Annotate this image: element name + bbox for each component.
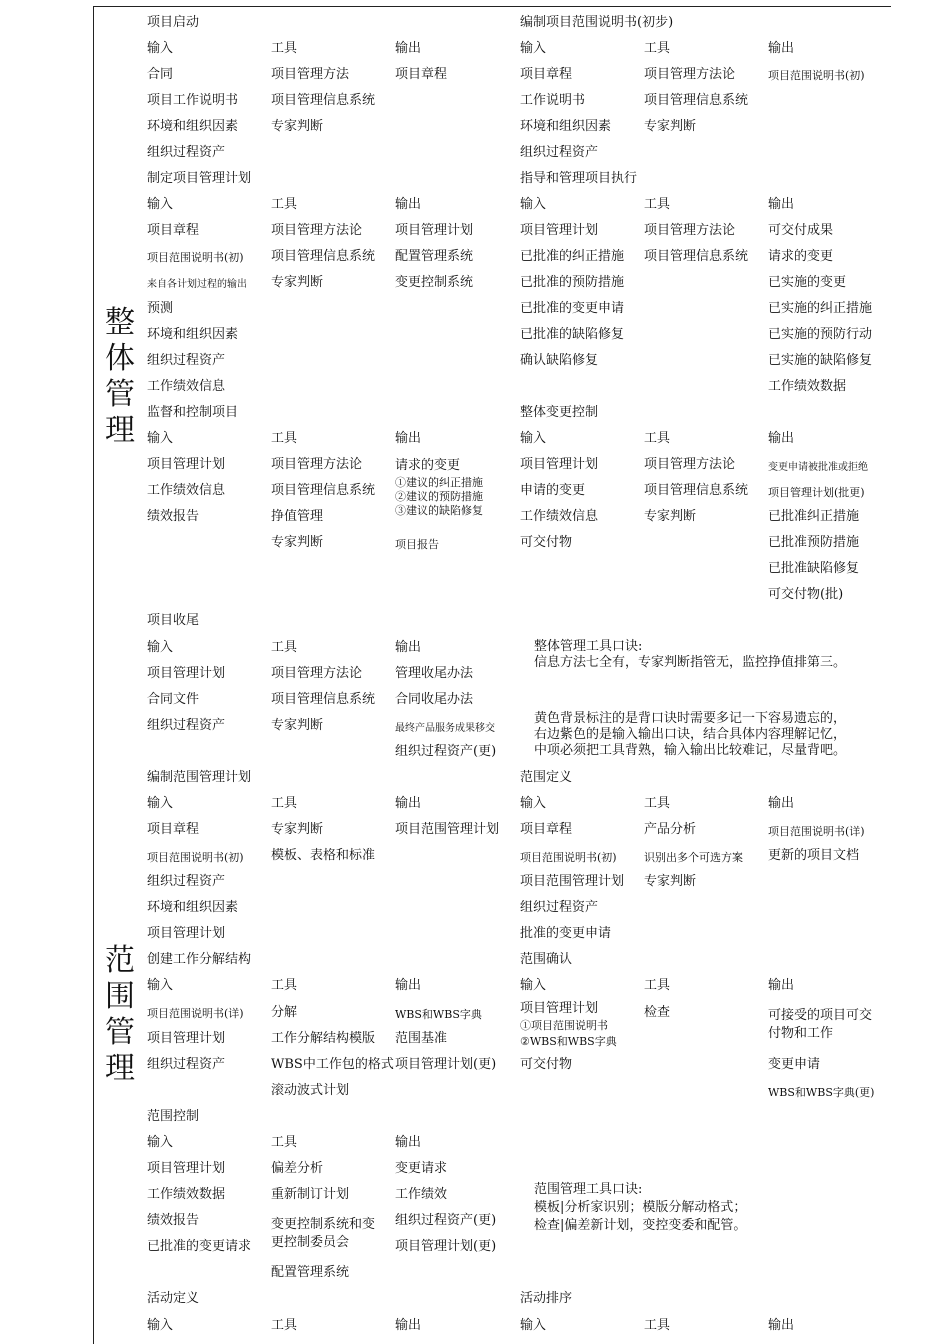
output-item: ①建议的纠正措施	[395, 476, 483, 489]
col-header-output: 输出	[768, 197, 795, 212]
tool-item: 项目管理方法论	[271, 223, 363, 238]
process-title: 范围控制	[147, 1109, 200, 1124]
col-header-output: 输出	[395, 41, 422, 56]
output-item: 已批准纠正措施	[768, 509, 860, 524]
output-item: 已实施的纠正措施	[768, 301, 873, 316]
col-header-tool: 工具	[271, 1135, 298, 1150]
tool-item: 识别出多个可选方案	[644, 851, 743, 864]
col-header-tool: 工具	[271, 197, 298, 212]
output-item: WBS和WBS字典(更)	[768, 1086, 875, 1099]
explanation-note-line: 黄色背景标注的是背口诀时需要多记一下容易遗忘的，	[534, 711, 847, 726]
output-item: 项目管理计划(更)	[395, 1239, 497, 1254]
process-title: 编制项目范围说明书(初步)	[520, 15, 674, 30]
output-item: 配置管理系统	[395, 249, 474, 264]
input-item: 绩效报告	[147, 509, 200, 524]
input-item: 项目管理计划	[147, 457, 226, 472]
tool-item: 专家判断	[644, 874, 697, 889]
input-item: 项目范围说明书(初)	[147, 251, 244, 264]
output-item: 变更申请	[768, 1057, 821, 1072]
output-item: WBS和WBS字典	[395, 1008, 482, 1021]
col-header-output: 输出	[768, 41, 795, 56]
col-header-input: 输入	[147, 1135, 174, 1150]
col-header-output: 输出	[768, 431, 795, 446]
mnemonic-note-title: 范围管理工具口诀:	[534, 1182, 643, 1197]
output-item: 已批准缺陷修复	[768, 561, 860, 576]
output-item: 组织过程资产(更)	[395, 1213, 497, 1228]
input-item: 项目章程	[520, 822, 573, 837]
input-item: 项目管理计划	[147, 926, 226, 941]
col-header-input: 输入	[520, 197, 547, 212]
input-item: 环境和组织因素	[520, 119, 612, 134]
tool-item: 产品分析	[644, 822, 697, 837]
col-header-input: 输入	[147, 1318, 174, 1333]
col-header-tool: 工具	[644, 197, 671, 212]
tool-item: 工作分解结构模版	[271, 1031, 376, 1046]
tool-item: 项目管理信息系统	[271, 93, 376, 108]
input-item: 可交付物	[520, 535, 573, 550]
input-item: 组织过程资产	[147, 874, 226, 889]
input-item: 项目管理计划	[147, 1161, 226, 1176]
col-header-tool: 工具	[271, 978, 298, 993]
explanation-note-line: 右边紫色的是输入输出口诀，结合具体内容理解记忆，	[534, 727, 847, 742]
input-item: 工作说明书	[520, 93, 586, 108]
input-item: 组织过程资产	[147, 145, 226, 160]
output-item: 付物和工作	[768, 1026, 834, 1041]
input-item: 环境和组织因素	[147, 327, 239, 342]
tool-item: 项目管理方法论	[644, 67, 736, 82]
process-title: 整体变更控制	[520, 405, 599, 420]
tool-item: 专家判断	[271, 822, 324, 837]
input-item: 绩效报告	[147, 1213, 200, 1228]
input-item: 项目管理计划	[520, 1001, 599, 1016]
output-item: 请求的变更	[395, 458, 461, 473]
output-item: 项目报告	[395, 538, 439, 551]
mnemonic-note-title: 整体管理工具口诀:	[534, 639, 643, 654]
col-header-tool: 工具	[644, 978, 671, 993]
col-header-output: 输出	[395, 1135, 422, 1150]
col-header-tool: 工具	[644, 796, 671, 811]
col-header-tool: 工具	[644, 41, 671, 56]
tool-item: 项目管理方法	[271, 67, 350, 82]
col-header-output: 输出	[768, 1318, 795, 1333]
section-title-integration: 整 体 管 理	[105, 305, 135, 448]
output-item: 已实施的变更	[768, 275, 847, 290]
input-item: 工作绩效数据	[147, 1187, 226, 1202]
mnemonic-note-line: 信息方法七全有，专家判断指管无，监控挣值排第三。	[534, 655, 847, 670]
col-header-output: 输出	[395, 640, 422, 655]
col-header-tool: 工具	[271, 1318, 298, 1333]
output-item: 最终产品服务成果移交	[395, 723, 495, 734]
input-item: 项目范围说明书(初)	[147, 851, 244, 864]
input-item: 已批准的缺陷修复	[520, 327, 625, 342]
process-title: 监督和控制项目	[147, 405, 239, 420]
output-item: 项目范围管理计划	[395, 822, 500, 837]
input-item: 工作绩效信息	[147, 483, 226, 498]
explanation-note-line: 中项必须把工具背熟，输入输出比较难记，尽量背吧。	[534, 743, 847, 758]
input-item: 组织过程资产	[520, 145, 599, 160]
process-title: 编制范围管理计划	[147, 770, 252, 785]
tool-item: 项目管理方法论	[644, 223, 736, 238]
output-item: 工作绩效数据	[768, 379, 847, 394]
col-header-input: 输入	[147, 640, 174, 655]
output-item: 管理收尾办法	[395, 666, 474, 681]
tool-item: 项目管理信息系统	[644, 249, 749, 264]
tool-item: 滚动波式计划	[271, 1083, 350, 1098]
tool-item: 专家判断	[644, 119, 697, 134]
col-header-output: 输出	[395, 978, 422, 993]
top-rule	[93, 6, 891, 7]
process-title: 范围确认	[520, 952, 573, 967]
tool-item: 检查	[644, 1005, 671, 1020]
input-item: 组织过程资产	[147, 718, 226, 733]
input-item: 已批准的纠正措施	[520, 249, 625, 264]
tool-item: WBS中工作包的格式	[271, 1057, 394, 1072]
input-item: 申请的变更	[520, 483, 586, 498]
output-item: ③建议的缺陷修复	[395, 504, 483, 517]
input-item: 已批准的变更请求	[147, 1239, 252, 1254]
input-item: 工作绩效信息	[147, 379, 226, 394]
output-item: 项目范围说明书(初)	[768, 69, 865, 82]
process-title: 创建工作分解结构	[147, 952, 252, 967]
col-header-tool: 工具	[644, 431, 671, 446]
col-header-input: 输入	[147, 431, 174, 446]
tool-item: 偏差分析	[271, 1161, 324, 1176]
output-item: 合同收尾办法	[395, 692, 474, 707]
input-item: 可交付物	[520, 1057, 573, 1072]
tool-item: 项目管理方法论	[271, 457, 363, 472]
input-item: 预测	[147, 301, 174, 316]
output-item: 更新的项目文档	[768, 848, 860, 863]
tool-item: 更控制委员会	[271, 1235, 350, 1250]
input-item: 组织过程资产	[147, 1057, 226, 1072]
col-header-tool: 工具	[271, 640, 298, 655]
input-item: 项目工作说明书	[147, 93, 239, 108]
output-item: 项目章程	[395, 67, 448, 82]
input-item: 项目管理计划	[520, 223, 599, 238]
tool-item: 专家判断	[271, 275, 324, 290]
input-item: 项目管理计划	[147, 666, 226, 681]
output-item: 可接受的项目可交	[768, 1008, 873, 1023]
tool-item: 配置管理系统	[271, 1265, 350, 1280]
section-title-scope: 范 围 管 理	[105, 943, 135, 1086]
input-item: 组织过程资产	[520, 900, 599, 915]
output-item: 组织过程资产(更)	[395, 744, 497, 759]
tool-item: 项目管理方法论	[644, 457, 736, 472]
col-header-input: 输入	[147, 197, 174, 212]
process-title: 活动定义	[147, 1291, 200, 1306]
output-item: 项目范围说明书(详)	[768, 825, 865, 838]
input-item: ①项目范围说明书	[520, 1019, 608, 1032]
process-title: 项目收尾	[147, 613, 200, 628]
tool-item: 项目管理信息系统	[271, 249, 376, 264]
col-header-tool: 工具	[271, 41, 298, 56]
tool-item: 项目管理信息系统	[271, 483, 376, 498]
tool-item: 项目管理信息系统	[271, 692, 376, 707]
input-item: 环境和组织因素	[147, 119, 239, 134]
tool-item: 项目管理方法论	[271, 666, 363, 681]
col-header-input: 输入	[147, 796, 174, 811]
input-item: 项目章程	[147, 822, 200, 837]
left-rule	[93, 6, 94, 1344]
input-item: 项目范围说明书(初)	[520, 851, 617, 864]
col-header-input: 输入	[520, 431, 547, 446]
col-header-output: 输出	[768, 796, 795, 811]
output-item: 工作绩效	[395, 1187, 448, 1202]
col-header-tool: 工具	[271, 431, 298, 446]
output-item: 变更请求	[395, 1161, 448, 1176]
tool-item: 项目管理信息系统	[644, 93, 749, 108]
tool-item: 项目管理信息系统	[644, 483, 749, 498]
col-header-input: 输入	[520, 978, 547, 993]
output-item: 项目管理计划(更)	[395, 1057, 497, 1072]
input-item: 已批准的变更申请	[520, 301, 625, 316]
tool-item: 专家判断	[271, 718, 324, 733]
output-item: 项目管理计划	[395, 223, 474, 238]
process-title: 活动排序	[520, 1291, 573, 1306]
output-item: 变更申请被批准或拒绝	[768, 462, 868, 473]
col-header-tool: 工具	[271, 796, 298, 811]
input-item: 项目范围管理计划	[520, 874, 625, 889]
output-item: 可交付成果	[768, 223, 834, 238]
col-header-output: 输出	[395, 197, 422, 212]
col-header-tool: 工具	[644, 1318, 671, 1333]
tool-item: 重新制订计划	[271, 1187, 350, 1202]
input-item: 来自各计划过程的输出	[147, 279, 247, 290]
input-item: ②WBS和WBS字典	[520, 1035, 617, 1048]
input-item: 项目管理计划	[147, 1031, 226, 1046]
process-title: 范围定义	[520, 770, 573, 785]
input-item: 工作绩效信息	[520, 509, 599, 524]
output-item: 变更控制系统	[395, 275, 474, 290]
input-item: 批准的变更申请	[520, 926, 612, 941]
tool-item: 专家判断	[271, 535, 324, 550]
input-item: 合同文件	[147, 692, 200, 707]
col-header-output: 输出	[395, 431, 422, 446]
input-item: 项目章程	[520, 67, 573, 82]
col-header-input: 输入	[147, 978, 174, 993]
col-header-input: 输入	[147, 41, 174, 56]
col-header-output: 输出	[395, 1318, 422, 1333]
mnemonic-note-line: 检查|偏差新计划，变控变委和配管。	[534, 1218, 747, 1233]
tool-item: 分解	[271, 1005, 298, 1020]
process-title: 制定项目管理计划	[147, 171, 252, 186]
output-item: 已实施的缺陷修复	[768, 353, 873, 368]
input-item: 确认缺陷修复	[520, 353, 599, 368]
input-item: 环境和组织因素	[147, 900, 239, 915]
input-item: 项目范围说明书(详)	[147, 1007, 244, 1020]
input-item: 已批准的预防措施	[520, 275, 625, 290]
process-title: 项目启动	[147, 15, 200, 30]
col-header-input: 输入	[520, 1318, 547, 1333]
input-item: 项目管理计划	[520, 457, 599, 472]
tool-item: 专家判断	[644, 509, 697, 524]
input-item: 合同	[147, 67, 174, 82]
col-header-input: 输入	[520, 796, 547, 811]
output-item: 请求的变更	[768, 249, 834, 264]
process-title: 指导和管理项目执行	[520, 171, 638, 186]
output-item: 已实施的预防行动	[768, 327, 873, 342]
col-header-output: 输出	[395, 796, 422, 811]
output-item: 范围基准	[395, 1031, 448, 1046]
col-header-output: 输出	[768, 978, 795, 993]
tool-item: 模板、表格和标准	[271, 848, 376, 863]
output-item: 可交付物(批)	[768, 587, 844, 602]
tool-item: 变更控制系统和变	[271, 1217, 376, 1232]
tool-item: 挣值管理	[271, 509, 324, 524]
output-item: 项目管理计划(批更)	[768, 486, 865, 499]
output-item: 已批准预防措施	[768, 535, 860, 550]
input-item: 项目章程	[147, 223, 200, 238]
mnemonic-note-line: 模板|分析家识别；模版分解动格式；	[534, 1200, 747, 1215]
output-item: ②建议的预防措施	[395, 490, 483, 503]
col-header-input: 输入	[520, 41, 547, 56]
input-item: 组织过程资产	[147, 353, 226, 368]
tool-item: 专家判断	[271, 119, 324, 134]
